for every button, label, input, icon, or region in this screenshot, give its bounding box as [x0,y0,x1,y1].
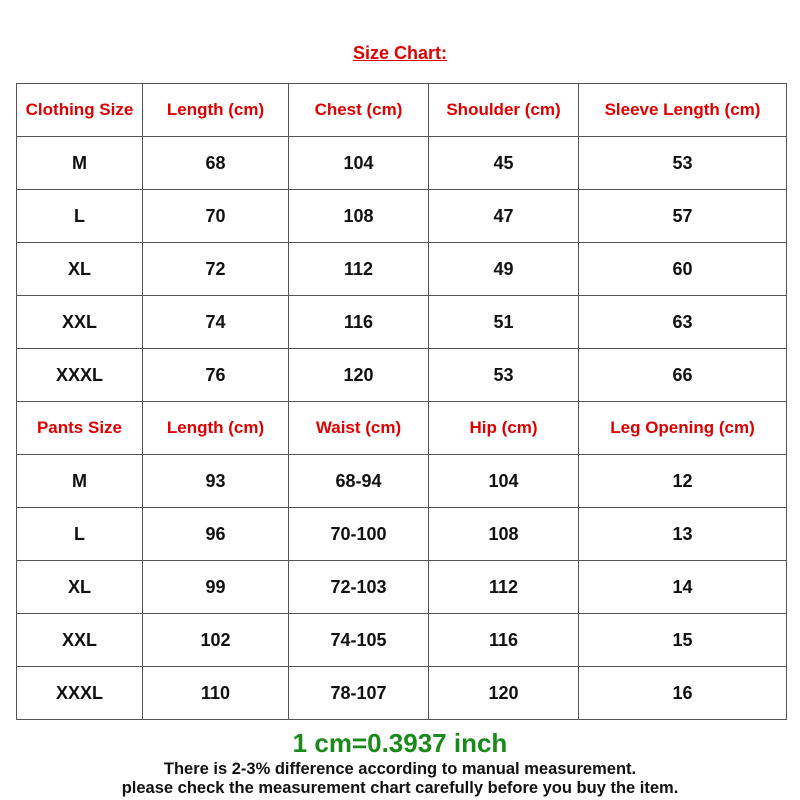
size-table [16,83,787,720]
clothing-cell: 70 [143,190,289,243]
pants-header-cell: Pants Size [17,402,143,455]
pants-row [17,667,787,720]
pants-row [17,455,787,508]
clothing-header-cell: Length (cm) [143,84,289,137]
pants-cell: M [17,455,143,508]
clothing-cell: 116 [289,296,429,349]
clothing-header-cell: Chest (cm) [289,84,429,137]
pants-cell: 15 [579,614,787,667]
clothing-cell: 74 [143,296,289,349]
clothing-cell: 108 [289,190,429,243]
clothing-cell: 47 [429,190,579,243]
pants-cell: 68-94 [289,455,429,508]
pants-cell: XXXL [17,667,143,720]
clothing-cell: 68 [143,137,289,190]
clothing-row [17,137,787,190]
pants-cell: 12 [579,455,787,508]
pants-cell: 102 [143,614,289,667]
pants-cell: 16 [579,667,787,720]
note-line-2: please check the measurement chart carefully before you buy the item. [121,779,679,797]
clothing-cell: 72 [143,243,289,296]
conversion-text: 1 cm=0.3937 inch [292,728,508,758]
chart-title: Size Chart: [352,43,448,63]
pants-cell: 104 [429,455,579,508]
clothing-cell: M [17,137,143,190]
pants-cell: 93 [143,455,289,508]
clothing-cell: 51 [429,296,579,349]
clothing-cell: 49 [429,243,579,296]
pants-header-row [17,402,787,455]
clothing-cell: 120 [289,349,429,402]
clothing-cell: 53 [579,137,787,190]
pants-cell: 70-100 [289,508,429,561]
clothing-cell: 104 [289,137,429,190]
pants-cell: 74-105 [289,614,429,667]
pants-cell: 96 [143,508,289,561]
clothing-header-cell: Sleeve Length (cm) [579,84,787,137]
clothing-row [17,190,787,243]
clothing-cell: 63 [579,296,787,349]
pants-cell: XXL [17,614,143,667]
pants-cell: 14 [579,561,787,614]
clothing-cell: XXL [17,296,143,349]
pants-row [17,614,787,667]
clothing-cell: 112 [289,243,429,296]
clothing-cell: 57 [579,190,787,243]
pants-cell: 78-107 [289,667,429,720]
pants-cell: 120 [429,667,579,720]
clothing-header-cell: Clothing Size [17,84,143,137]
pants-row [17,561,787,614]
pants-row [17,508,787,561]
clothing-cell: 60 [579,243,787,296]
pants-cell: 13 [579,508,787,561]
pants-cell: XL [17,561,143,614]
clothing-cell: L [17,190,143,243]
clothing-cell: 45 [429,137,579,190]
pants-cell: 99 [143,561,289,614]
clothing-row [17,296,787,349]
pants-cell: 116 [429,614,579,667]
pants-cell: L [17,508,143,561]
clothing-cell: 53 [429,349,579,402]
clothing-cell: XL [17,243,143,296]
clothing-row [17,243,787,296]
pants-cell: 110 [143,667,289,720]
clothing-cell: XXXL [17,349,143,402]
pants-header-cell: Hip (cm) [429,402,579,455]
pants-header-cell: Waist (cm) [289,402,429,455]
pants-cell: 112 [429,561,579,614]
clothing-row [17,349,787,402]
clothing-header-cell: Shoulder (cm) [429,84,579,137]
pants-header-cell: Leg Opening (cm) [579,402,787,455]
clothing-header-row [17,84,787,137]
clothing-cell: 76 [143,349,289,402]
pants-header-cell: Length (cm) [143,402,289,455]
clothing-cell: 66 [579,349,787,402]
pants-cell: 72-103 [289,561,429,614]
pants-cell: 108 [429,508,579,561]
note-line-1: There is 2-3% difference according to manual measurement. [163,760,637,778]
